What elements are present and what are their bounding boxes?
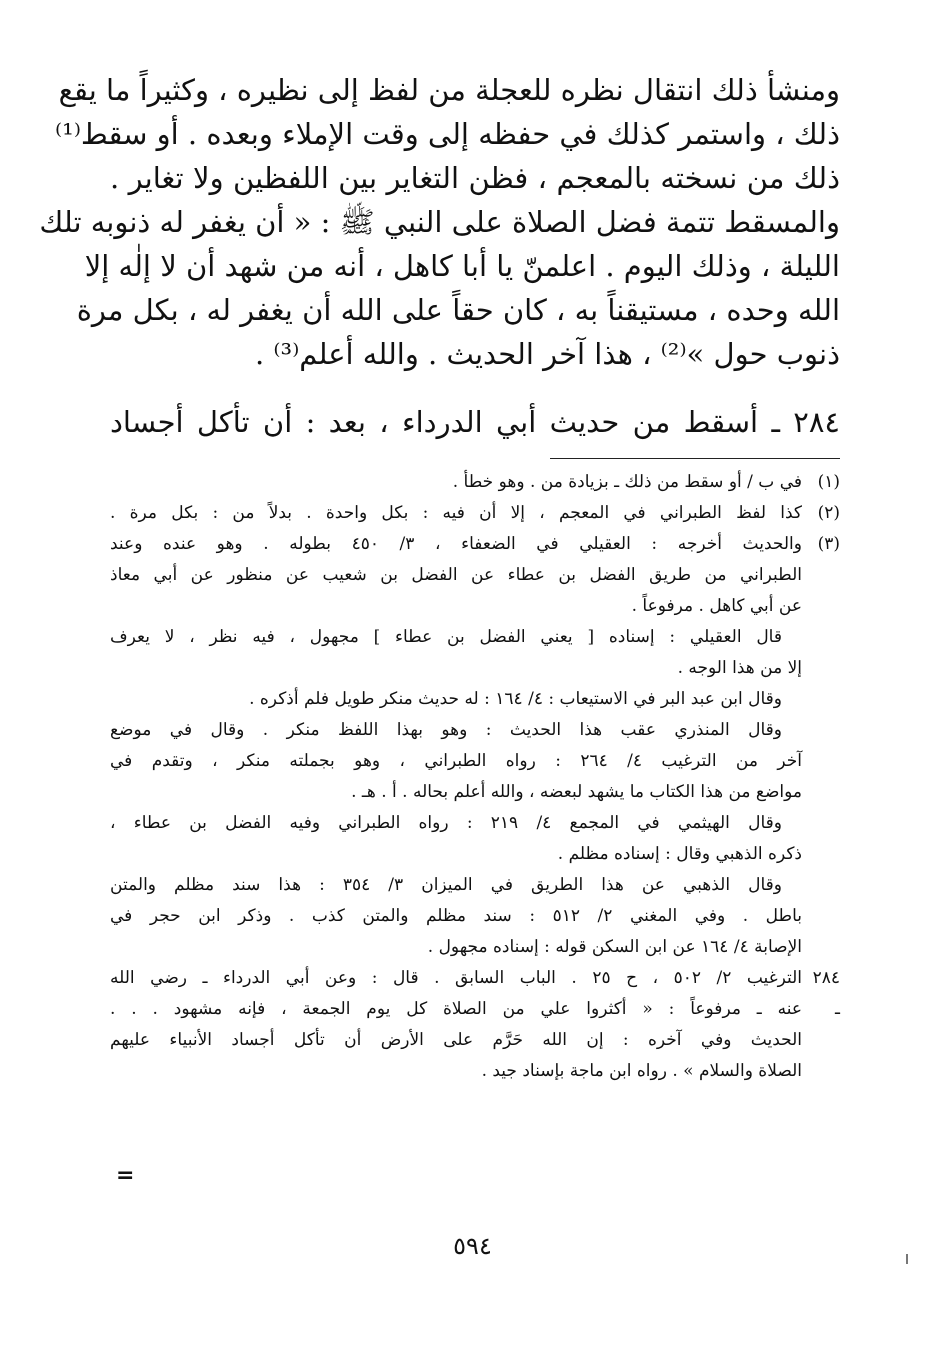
footnote-line: في ب / أو سقط من ذلك ـ بزيادة من . وهو خطأ .: [452, 472, 802, 492]
footnote-line: وقال ابن عبد البر في الاستيعاب : ٤/ ١٦٤ : له حديث منكر طويل فلم أذكره .: [249, 689, 782, 709]
footnote-line: مواضع من هذا الكتاب ما يشهد لبعضه ، والله أعلم بحاله . أ . هـ .: [351, 782, 802, 802]
footnote-number: ٢٨٤ ـ: [812, 968, 840, 1019]
footnote-number: (٢): [817, 503, 840, 523]
footnote-2: [110, 498, 840, 529]
footnote-line: ذكره الذهبي وقال : إسناده مظلم .: [557, 844, 802, 864]
footnote-line: الطبراني من طريق الفضل بن عطاء عن الفضل بن شعيب عن منظور عن أبي معاذ: [110, 565, 802, 585]
footnote-line: عن أبي كاهل . مرفوعاً .: [631, 596, 802, 616]
main-line-2: ذلك ، واستمر كذلك في حفظه إلى وقت الإملاء وبعده . أو سقط⁽¹⁾: [55, 117, 840, 151]
page-number: ٥٩٤: [453, 1232, 492, 1260]
main-line-5: الليلة ، وذلك اليوم . اعلمنّ يا أبا كاهل ، أنه من شهد أن لا إلٰه إلا: [84, 249, 840, 283]
footnote-line: آخر من الترغيب ٤/ ٢٦٤ : رواه الطبراني ، وهو بجملته منكر ، وتقدم في: [110, 751, 802, 771]
footnote-line: كذا لفظ الطبراني في المعجم ، إلا أن فيه : بكل واحدة . بدلاً من : بكل مرة .: [110, 503, 802, 523]
footnote-3-dhahabi: [110, 870, 840, 963]
footnote-3-uqayli: [110, 622, 840, 684]
footnote-line: الترغيب ٢/ ٥٠٢ ، ح ٢٥ . الباب السابق . قال : وعن أبي الدرداء ـ رضي الله: [110, 968, 802, 988]
continuation-mark: =: [116, 1163, 135, 1188]
footnote-3-ibn-abd-albarr: [110, 684, 840, 715]
footnote-line: الإصابة ٤/ ١٦٤ عن ابن السكن قوله : إسناده مجهول .: [427, 937, 802, 957]
footnote-284: [110, 963, 840, 1087]
footnote-line: إلا من هذا الوجه .: [677, 658, 802, 678]
main-line-4: والمسقط تتمة فضل الصلاة على النبي ﷺ : « أن يغفر له ذنوبه تلك: [39, 205, 840, 239]
footnote-number: (٣): [817, 534, 840, 554]
footnote-line: قال العقيلي : إسناده [ يعني الفضل بن عطاء ] مجهول ، فيه نظر ، لا يعرف: [110, 627, 782, 647]
footnote-3-haythami: [110, 808, 840, 870]
footnote-line: باطل . وفي المغني ٢/ ٥١٢ : سند مظلم والمتن كذب . وذكر ابن حجر في: [110, 906, 802, 926]
footnote-line: وقال المنذري عقب هذا الحديث : وهو بهذا اللفظ منكر . وقال في موضع: [110, 720, 782, 740]
footnote-separator: [550, 458, 840, 459]
footnote-3-mundhiri: [110, 715, 840, 808]
main-line-1: ومنشأ ذلك انتقال نظره للعجلة من لفظ إلى نظيره ، وكثيراً ما يقع: [58, 73, 840, 107]
footnote-line: وقال الهيثمي في المجمع ٤/ ٢١٩ : رواه الطبراني وفيه الفضل بن عطاء ،: [110, 813, 783, 833]
footnote-3: [110, 529, 840, 622]
entry-heading-284: ٢٨٤ ـ أسقط من حديث أبي الدرداء ، بعد : أن تأكل أجساد: [110, 405, 840, 439]
footnote-line: الحديث وفي آخره : إن الله حَرَّم على الأرض أن تأكل أجساد الأنبياء عليهم: [110, 1030, 802, 1050]
main-line-3: ذلك من نسخته بالمعجم ، فظن التغاير بين اللفظين ولا تغاير .: [110, 161, 841, 195]
footnote-line: الصلاة والسلام » . رواه ابن ماجة بإسناد جيد .: [481, 1061, 802, 1081]
scan-mark: [906, 1254, 908, 1264]
footnote-line: وقال الذهبي عن هذا الطريق في الميزان ٣/ ٣٥٤ : هذا سند مظلم والمتن: [110, 875, 782, 895]
main-text: [39, 68, 841, 376]
main-line-7: ذنوب حول »⁽²⁾ ، هذا آخر الحديث . والله أعلم⁽³⁾ .: [254, 337, 840, 371]
page-body: [39, 68, 841, 1087]
footnote-line: عنه ـ مرفوعاً : « أكثروا علي من الصلاة كل يوم الجمعة ، فإنه مشهود . . .: [110, 999, 802, 1019]
footnotes: [110, 467, 840, 1087]
main-line-6: الله وحده ، مستيقناً به ، كان حقاً على الله أن يغفر له ، بكل مرة: [76, 293, 840, 327]
footnote-number: (١): [817, 472, 840, 492]
footnote-line: والحديث أخرجه : العقيلي في الضعفاء ، ٣/ ٤٥٠ بطوله . وهو عنده وعند: [110, 534, 802, 554]
footnote-1: [110, 467, 840, 498]
